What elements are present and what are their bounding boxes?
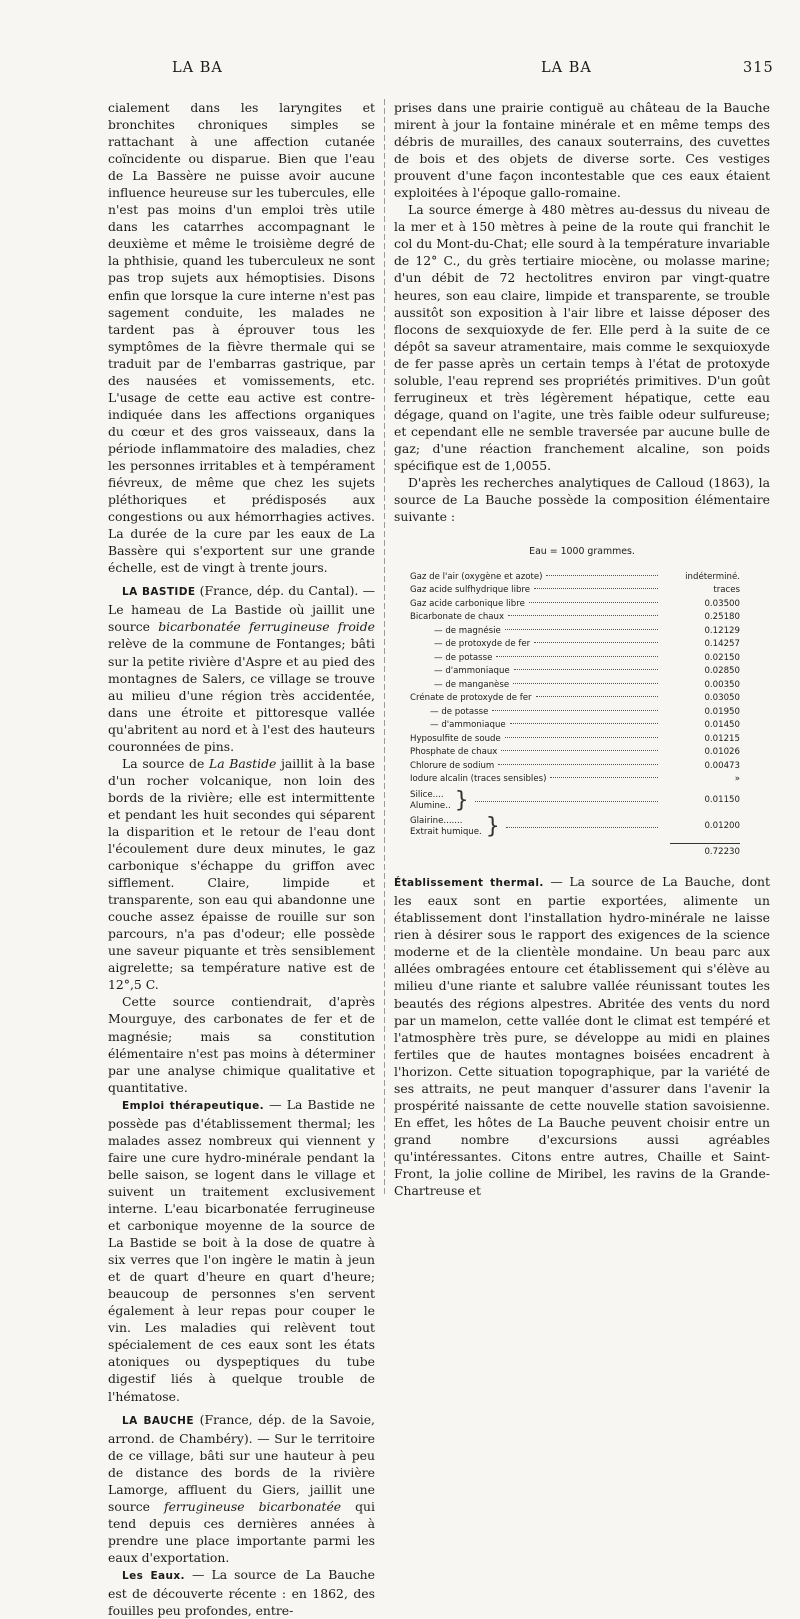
paragraph-bastide-source: La source de La Bastide jaillit à la base d'un rocher volcanique, non loin des bords de la rivière; elle est intermittente et pendant les huit secondes qui séparent la disparition et le retour de l'eau dont l'écoulement dure deux minutes, le gaz carbonique s'échappe du griffon avec sifflement. Claire, limpide et transparente, son eau qui abandonne une couche assez épaisse de rouille sur son parcours, n'a pas d'odeur; elle possède une saveur piquante et très sensiblement aigrelette; sa température native est de 12°,5 C. xyxy=(108,755,375,993)
paragraph-source-properties: La source émerge à 480 mètres au-dessus du niveau de la mer et à 150 mètres à peine de la route qui franchit le col du Mont-du-Chat; elle sourd à la température invariable de 12° C., du grès tertiaire miocène, ou molasse marine; d'un débit de 72 hectolitres environ par vingt-quatre heures, son eau claire, limpide et transparente, se trouble aussitôt son exposition à l'air libre et laisse déposer des flocons de sexquioxyde de fer. Elle perd à la suite de ce dépôt sa saveur atramentaire, mais comme le sexquioxyde de fer passe après un certain temps à l'état de protoxyde soluble, l'eau reprend ses propriétés primitives. D'un goût ferrugineux et très légèrement hépatique, cette eau dégage, quand on l'agite, une très faible odeur sulfureuse; et cependant elle ne semble traversée par aucune bulle de gaz; d'une réaction franchement alcaline, son poids spécifique est de 1,0055. xyxy=(394,202,770,473)
paragraph-les-eaux: Les Eaux. — La source de La Bauche est de découverte récente : en 1862, des fouilles peu profondes, entre- xyxy=(108,1566,375,1619)
row-label: Gaz acide carbonique libre xyxy=(410,598,525,609)
row-value: 0.12129 xyxy=(704,625,740,636)
left-column xyxy=(108,99,375,1619)
row-value: 0.03050 xyxy=(704,693,740,704)
row-value: 0.01450 xyxy=(704,720,740,731)
section-heading: Emploi thérapeutique. xyxy=(122,1099,265,1112)
row-value: 0.02150 xyxy=(704,652,740,663)
row-label: Phosphate de chaux xyxy=(410,747,498,758)
row-value: 0.00350 xyxy=(704,679,740,690)
table-row xyxy=(394,625,770,639)
column-divider xyxy=(384,99,385,1194)
composition-table xyxy=(394,545,770,859)
right-column xyxy=(394,99,770,1199)
table-row xyxy=(394,773,770,787)
row-label: Gaz de l'air (oxygène et azote) xyxy=(410,571,543,582)
paragraph-analysis-intro: D'après les recherches analytiques de Calloud (1863), la source de La Bauche possède la composition élémentaire suivante : xyxy=(394,475,770,525)
row-value: 0.03500 xyxy=(704,598,740,609)
paragraph-discovery: prises dans une prairie contiguë au château de la Bauche mirent à jour la fontaine minérale et en même temps des débris de murailles, des canaux souterrains, des cuvettes de bois et des objets de diverse sorte. Ces vestiges prouvent d'une façon incontestable que ces eaux étaient exploitées à l'époque gallo-romaine. xyxy=(394,100,770,201)
brace-icon: } xyxy=(454,788,469,814)
row-label: — de magnésie xyxy=(434,625,501,636)
table-rows xyxy=(394,571,770,787)
row-label: Chlorure de sodium xyxy=(410,760,495,771)
row-value: 0.00473 xyxy=(704,760,740,771)
row-label: Crénate de protoxyde de fer xyxy=(410,693,532,704)
table-total: 0.72230 xyxy=(394,843,770,860)
row-value: traces xyxy=(713,585,740,596)
table-row xyxy=(394,706,770,720)
table-row xyxy=(394,746,770,760)
table-row xyxy=(394,692,770,706)
entry-la-bastide: LA BASTIDE (France, dép. du Cantal). — Le hameau de La Bastide où jaillit une source bicarbonatée ferrugineuse froide relève de la commune de Fontanges; bâti sur la petite rivière d'Aspre et au pied des montagnes de Salers, ce village se trouve au milieu d'une région très accidentée, dans une étroite et pittoresque vallée qu'abritent au nord et à l'est des hauteurs couronnées de pins. xyxy=(108,583,376,754)
table-row xyxy=(394,719,770,733)
row-label: — d'ammoniaque xyxy=(430,720,506,731)
table-row xyxy=(394,733,770,747)
running-head-middle: LA BA xyxy=(541,60,592,76)
running-head-left: LA BA xyxy=(172,60,223,76)
table-row-group: Silice.... Alumine.. } 0.01150 xyxy=(410,788,740,814)
table-row xyxy=(394,571,770,585)
row-label: Iodure alcalin (traces sensibles) xyxy=(410,774,547,785)
row-label: — de manganèse xyxy=(434,679,510,690)
table-row xyxy=(394,665,770,679)
table-row xyxy=(394,584,770,598)
row-label: Bicarbonate de chaux xyxy=(410,612,505,623)
row-value: 0.01215 xyxy=(704,733,740,744)
row-value: 0.01950 xyxy=(704,706,740,717)
row-value: » xyxy=(734,774,740,785)
row-value: 0.01026 xyxy=(704,747,740,758)
section-heading: Établissement thermal. xyxy=(394,877,544,890)
table-row xyxy=(394,760,770,774)
table-row xyxy=(394,611,770,625)
page-number: 315 xyxy=(743,60,774,76)
table-row xyxy=(394,652,770,666)
section-heading: Les Eaux. xyxy=(122,1569,185,1582)
row-label: Hyposulfite de soude xyxy=(410,733,501,744)
entry-la-bauche: LA BAUCHE (France, dép. de la Savoie, arrond. de Chambéry). — Sur le territoire de ce village, bâti sur une hauteur à peu de distance des bords de la rivière Lamorge, affluent du Giers, jaillit une source ferrugineuse bicarbonatée qui tend depuis ces dernières années à prendre une place importante parmi les eaux d'exportation. xyxy=(108,1411,375,1565)
table-row xyxy=(394,679,770,693)
paragraph-etablissement: Établissement thermal. — La source de La Bauche, dont les eaux sont en partie exportées, alimente un établissement dont l'installation hydro-minérale ne laisse rien à désirer sous le rapport des exigences de la science moderne et de la clientèle mondaine. Un beau parc aux allées ombragées entoure cet établissement qui s'élève au milieu d'une riante et salubre vallée réunissant toutes les beautés des régions alpestres. Abritée des vents du nord par un mamelon, cette vallée dont le climat est tempéré et l'atmosphère très pure, se développe au midi en plaines fertiles que de hautes montagnes boisées encadrent à l'horizon. Cette situation topographique, par la variété de ses attraits, ne peut manquer d'assurer dans l'avenir la prospérité naissante de cette nouvelle station savoisienne. En effet, les hôtes de La Bauche peuvent choisir entre un grand nombre d'excursions aussi agréables qu'intéressantes. Citons entre autres, Chaille et Saint-Front, la jolie colline de Miribel, les ravins de la Grande-Chartreuse et xyxy=(394,874,770,1199)
row-label: — de potasse xyxy=(430,706,489,717)
row-value: 0.14257 xyxy=(704,639,740,650)
table-title: Eau = 1000 grammes. xyxy=(529,546,635,558)
row-label: Gaz acide sulfhydrique libre xyxy=(410,585,531,596)
table-row xyxy=(394,638,770,652)
paragraph-emploi: Emploi thérapeutique. — La Bastide ne possède pas d'établissement thermal; les malades assez nombreux qui viennent y faire une cure hydro-minérale pendant la belle saison, se logent dans le village et suivent un traitement exclusivement interne. L'eau bicarbonatée ferrugineuse et carbonique moyenne de la source de La Bastide se boit à la dose de quatre à six verres que l'on ingère le matin à jeun et de quart d'heure en quart d'heure; beaucoup de personnes s'en servent également à leur repas pour couper le vin. Les maladies qui relèvent tout spécialement de ces eaux sont les états atoniques ou dyspeptiques du tube digestif liés à quelque trouble de l'hématose. xyxy=(108,1096,375,1404)
row-label: — d'ammoniaque xyxy=(434,666,510,677)
entry-heading: LA BAUCHE xyxy=(122,1414,194,1427)
row-value: 0.02850 xyxy=(704,666,740,677)
row-value: indéterminé. xyxy=(685,571,740,582)
row-value: 0.25180 xyxy=(704,612,740,623)
brace-icon: } xyxy=(485,814,500,840)
paragraph-bassere-end: cialement dans les laryngites et bronchites chroniques simples se rattachant à une affection cutanée coïncidente ou disparue. Bien que l'eau de La Bassère ne puisse avoir aucune influence heureuse sur les tubercules, elle n'est pas moins d'un emploi très utile dans les catarrhes accompagnant le deuxième et même le troisième degré de la phthisie, quand les tuberculeux ne sont pas trop sujets aux hémoptisies. Disons enfin que lorsque la cure interne n'est pas sagement conduite, les malades ne tardent pas à éprouver tous les symptômes de la fièvre thermale qui se traduit par de l'embarras gastrique, par des nausées et vomissements, etc. L'usage de cette eau active est contre-indiquée dans les affections organiques du cœur et des gros vaisseaux, dans la période inflammatoire des maladies, chez les personnes irritables et à tempérament fiévreux, de même que chez les sujets pléthoriques et prédisposés aux congestions ou aux hémorrhagies actives. La durée de la cure par les eaux de La Bassère qui s'exportent sur une grande échelle, est de vingt à trente jours. xyxy=(108,100,375,576)
row-label: — de protoxyde de fer xyxy=(434,639,531,650)
entry-heading: LA BASTIDE xyxy=(122,586,196,599)
table-row-group: Glairine....... Extrait humique. } 0.01200 xyxy=(410,814,740,840)
paragraph-bastide-composition: Cette source contiendrait, d'après Mourguye, des carbonates de fer et de magnésie; mais sa constitution élémentaire n'est pas moins à déterminer par une analyse chimique qualitative et quantitative. xyxy=(108,994,375,1095)
table-row xyxy=(394,598,770,612)
row-label: — de potasse xyxy=(434,652,493,663)
